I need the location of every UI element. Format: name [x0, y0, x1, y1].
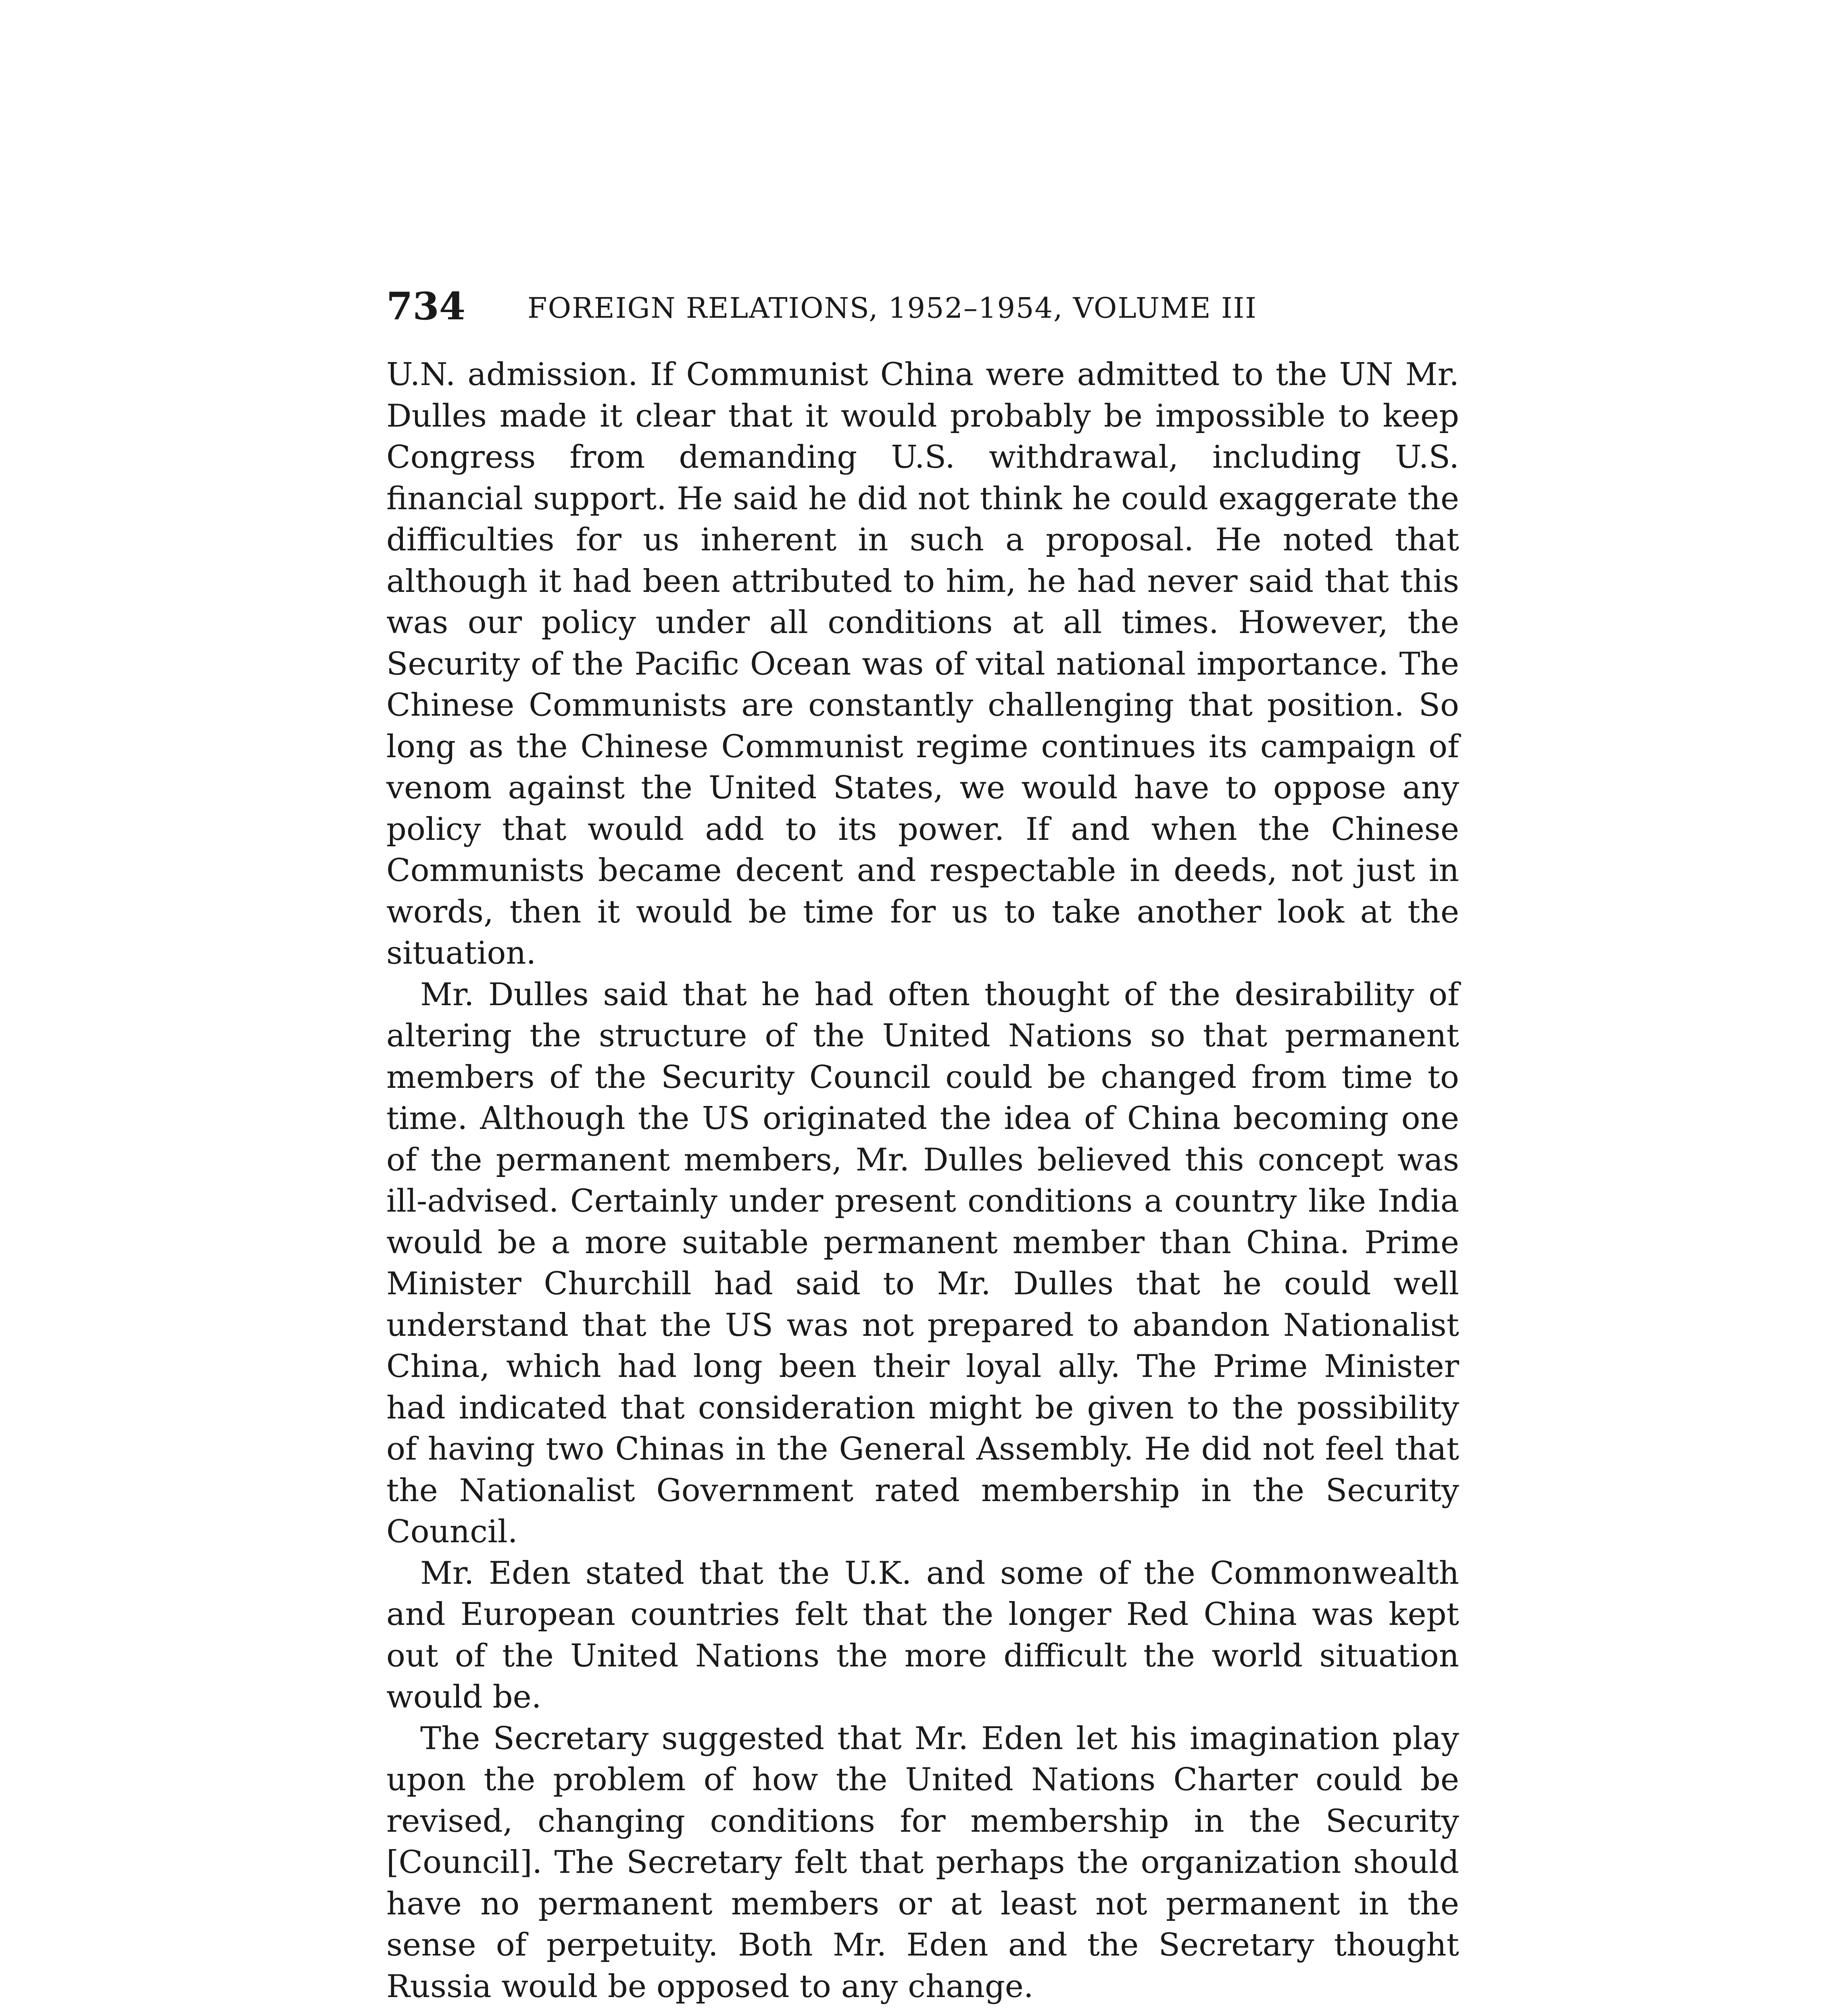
paragraph-continuation: U.N. admission. If Communist China were admitted to the UN Mr. Dulles made it clear that it would probably be impossible to keep Congress from demanding U.S. withdrawal, including U.S. financial support. He said he did not think he could exaggerate the difficulties for us inherent in such a proposal. He noted that although it had been attributed to him, he had never said that this was our policy under all conditions at all times. However, the Security of the Pacific Ocean was of vital national importance. The Chinese Communists are constantly challenging that position. So long as the Chinese Communist regime continues its campaign of venom against the United States, we would have to oppose any policy that would add to its power. If and when the Chinese Communists became decent and respectable in deeds, not just in words, then it would be time for us to take another look at the situation.: [386, 356, 1459, 971]
page-number: 734: [386, 284, 466, 329]
page-header: [386, 278, 1459, 335]
paragraph-dulles-un-structure: Mr. Dulles said that he had often thought of the desirability of altering the structure of the United Nations so that permanent members of the Security Council could be changed from time to time. Although the US originated the idea of China becoming one of the permanent members, Mr. Dulles believed this concept was ill-advised. Certainly under present conditions a country like India would be a more suitable permanent member than China. Prime Minister Churchill had said to Mr. Dulles that he could well understand that the US was not prepared to abandon Nationalist China, which had long been their loyal ally. The Prime Minister had indicated that consideration might be given to the possibility of having two Chinas in the General Assembly. He did not feel that the Nationalist Government rated membership in the Security Council.: [386, 976, 1459, 1550]
running-title: FOREIGN RELATIONS, 1952–1954, VOLUME III: [528, 292, 1257, 325]
paragraph-eden-statement: Mr. Eden stated that the U.K. and some of the Commonwealth and European countries felt that the longer Red China was kept out of the United Nations the more difficult the world situation would be.: [386, 1555, 1459, 1715]
paragraph-secretary-suggestion: The Secretary suggested that Mr. Eden let his imagination play upon the problem of how the United Nations Charter could be revised, changing conditions for membership in the Security [Council]. The Secretary felt that perhaps the organization should have no permanent members or at least not permanent in the sense of perpetuity. Both Mr. Eden and the Secretary thought Russia would be opposed to any change.: [386, 1720, 1459, 2005]
body-text: [386, 354, 1459, 2007]
